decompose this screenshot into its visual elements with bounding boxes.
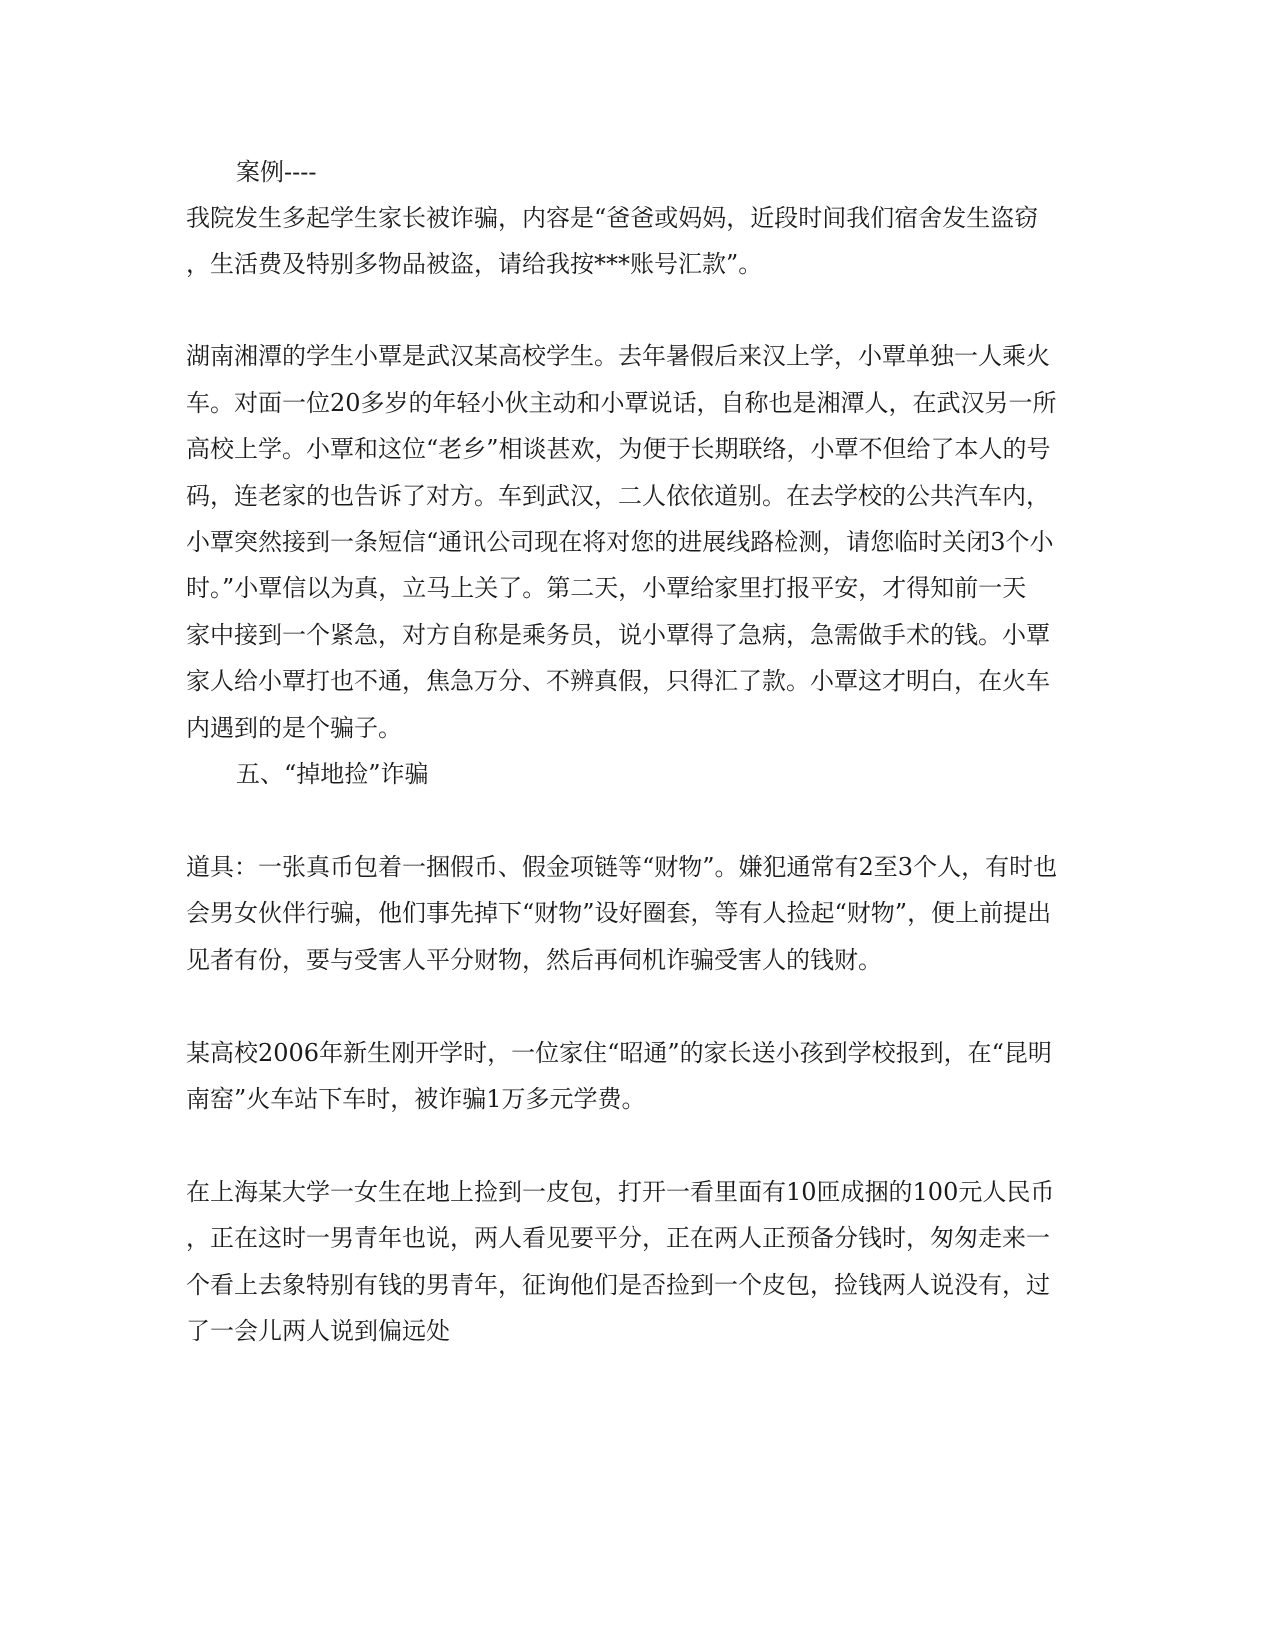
paragraph-line: 家人给小覃打也不通，焦急万分、不辨真假，只得汇了款。小覃这才明白，在火车 [186, 667, 1050, 695]
paragraph-line: 高校上学。小覃和这位“老乡”相谈甚欢，为便于长期联络，小覃不但给了本人的号 [186, 435, 1051, 463]
paragraph-line: 我院发生多起学生家长被诈骗，内容是“爸爸或妈妈，近段时间我们宿舍发生盗窃 [186, 204, 1039, 232]
paragraph-line: 内遇到的是个骗子。 [186, 714, 402, 742]
paragraph-line: ，生活费及特别多物品被盗，请给我按***账号汇款”。 [186, 250, 763, 278]
paragraph-line: 小覃突然接到一条短信“通讯公司现在将对您的进展线路检测，请您临时关闭3个小 [186, 528, 1054, 556]
paragraph-line: 湖南湘潭的学生小覃是武汉某高校学生。去年暑假后来汉上学，小覃单独一人乘火 [186, 342, 1050, 370]
paragraph-line: 在上海某大学一女生在地上捡到一皮包，打开一看里面有10匝成捆的100元人民币 [186, 1178, 1055, 1206]
paragraph-line: 家中接到一个紧急，对方自称是乘务员，说小覃得了急病，急需做手术的钱。小覃 [186, 621, 1050, 649]
case-heading: 案例---- [236, 158, 317, 186]
paragraph-line: 见者有份，要与受害人平分财物，然后再伺机诈骗受害人的钱财。 [186, 946, 882, 974]
paragraph-line: 某高校2006年新生刚开学时，一位家住“昭通”的家长送小孩到学校报到，在“昆明 [186, 1039, 1052, 1067]
paragraph-line: 车。对面一位20多岁的年轻小伙主动和小覃说话，自称也是湘潭人，在武汉另一所 [186, 389, 1057, 417]
paragraph-line: ，正在这时一男青年也说，两人看见要平分，正在两人正预备分钱时，匆匆走来一 [186, 1224, 1050, 1252]
paragraph-line: 了一会儿两人说到偏远处 [186, 1317, 450, 1345]
paragraph-line: 时。”小覃信以为真，立马上关了。第二天，小覃给家里打报平安，才得知前一天 [186, 574, 1027, 602]
paragraph-line: 码，连老家的也告诉了对方。车到武汉，二人依依道别。在去学校的公共汽车内， [186, 482, 1050, 510]
paragraph-line: 会男女伙伴行骗，他们事先掉下“财物”设好圈套，等有人捡起“财物”，便上前提出 [186, 899, 1052, 927]
paragraph-line: 个看上去象特别有钱的男青年，征询他们是否捡到一个皮包，捡钱两人说没有，过 [186, 1271, 1050, 1299]
section-heading: 五、“掉地捡”诈骗 [236, 760, 429, 788]
paragraph-line: 南窑”火车站下车时，被诈骗1万多元学费。 [186, 1085, 646, 1113]
paragraph-line: 道具：一张真币包着一捆假币、假金项链等“财物”。嫌犯通常有2至3个人，有时也 [186, 853, 1058, 881]
